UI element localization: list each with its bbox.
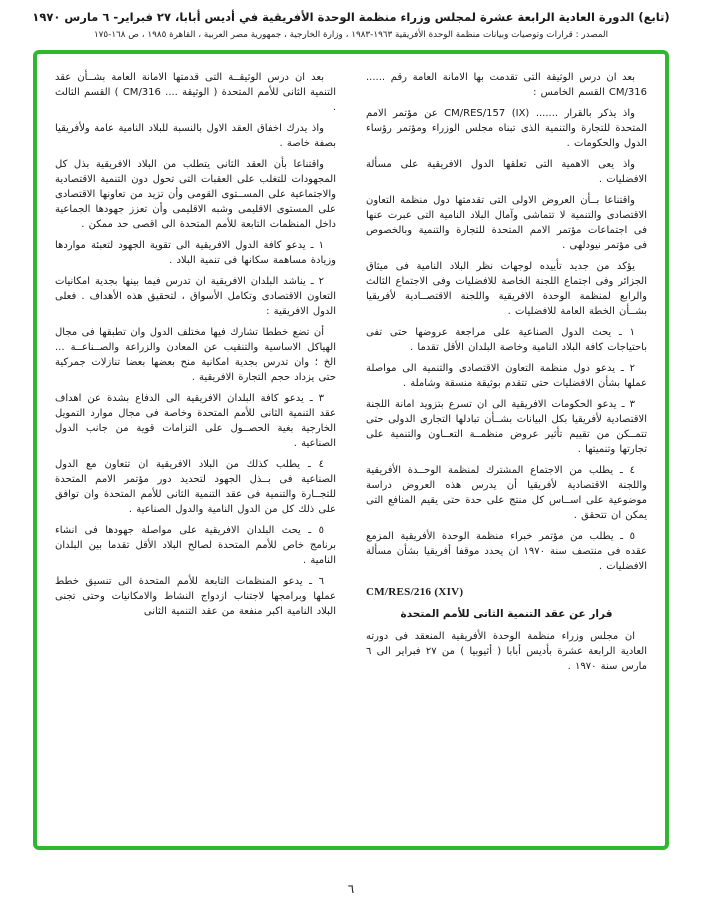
resolution-reference: CM/RES/216 (XIV) — [366, 586, 464, 599]
resolution-item: ٥ ـ يحث البلدان الافريقية على مواصلة جهودها فى انشاء برنامج خاص للأمم المتحدة لصالح البلاد الأقل تقدما بين البلدان النامية . — [55, 525, 336, 567]
resolution-item: ١ ـ يدعو كافة الدول الافريقية الى تقوية الجهود لتعبئة مواردها وزيادة مساهمة سكانها فى تنمية البلاد . — [55, 240, 336, 267]
page-footer — [0, 882, 702, 896]
resolution-item: ٣ ـ يدعو الحكومات الافريقية الى ان تسرع بتزويد امانة اللجنة الاقتصادية لأفريقيا بكل البيانات بشــأن تبادلها التجارى الدولى حتى تتمــكن من تقييم تأثير عروض منظمــة التعــاون والتنمية على تجارتها وتنميتها . — [366, 399, 647, 456]
resolution-item: ٤ ـ يطلب كذلك من البلاد الافريقية ان تتعاون مع الدول الصناعية فى بــذل الجهود لتحديد دور مؤتمر الامم المتحدة للتجــارة والتنمية فى عقد التنمية الثانى للأمم المتحدة وان توافق على ذلك كل من الدول النامية والدول الصناعية . — [55, 459, 336, 516]
paragraph: واذ يدرك اخفاق العقد الاول بالنسبة للبلاد النامية عامة ولأفريقيا بصفة خاصة . — [55, 123, 336, 150]
resolution-item: ٤ ـ يطلب من الاجتماع المشترك لمنظمة الوحــدة الأفريقية واللجنة الاقتصادية لأفريقيا أن يدرس هذه العروض دراسة موضوعية على اســاس كل منتج على حدة حتى يقيم المنافع التى يمكن ان تتحقق . — [366, 465, 647, 522]
paragraph: بعد ان درس الوثيقة التى تقدمت بها الامانة العامة رقم ...... CM/316 القسم الخامس : — [366, 72, 647, 99]
right-column — [366, 70, 647, 836]
paragraph: يؤكد من جديد تأييده لوجهات نظر البلاد النامية فى ميثاق الجزائر وفى اجتماع اللجنة الخاصة للافضليات وفى الاجتماع الثالث والرابع لمنظمة الوحدة الافريقية واللجنة الاقتصــادية لأفريقيا بشــأن الخطة العامة للافضليات . — [366, 261, 647, 318]
document-title: (تابع) الدورة العادية الرابعة عشرة لمجلس وزراء منظمة الوحدة الأفريقية في أديس أبابا، ٢٧ فبراير- ٦ مارس ١٩٧٠ — [32, 10, 670, 24]
two-column-layout — [55, 70, 647, 836]
resolution-item: ٦ ـ يدعو المنظمات التابعة للأمم المتحدة الى تنسيق خطط عملها وبرامجها لاجتناب ازدواج النشاط والامكانيات وحتى تجنى البلاد النامية اكبر منفعة من عقد التنمية الثانى — [55, 576, 336, 618]
paragraph: واقتناعا بــأن العروض الاولى التى تقدمتها دول منظمة التعاون الاقتصادى والتنمية لا تتماشى وآمال البلاد النامية التى عبرت عنها فى اجتماعات مؤتمر الامم المتحدة للتجارة والتنمية وبالخصوص فى مؤتمر نيودلهى . — [366, 195, 647, 252]
paragraph: واذ يعى الاهمية التى تعلقها الدول الافريقية على مسألة الافضليات . — [366, 159, 647, 186]
document-source: المصدر : قرارات وتوصيات وبيانات منظمة الوحدة الأفريقية ١٩٦٣-١٩٨٣ ، وزارة الخارجية ، جمهورية مصر العربية ، القاهرة ١٩٨٥ ، ص ١٦٨-١٧٥ — [93, 30, 609, 41]
paragraph: بعد ان درس الوثيقــة التى قدمتها الامانة العامة بشــأن عقد التنمية الثانى للأمم المتحدة ( الوثيقة .... CM/316 ) القسم الثالث . — [55, 72, 337, 114]
page-number: ٦ — [347, 882, 355, 896]
left-column — [55, 70, 336, 836]
resolution-item: ٢ ـ يدعو دول منظمة التعاون الاقتصادى والتنمية الى مواصلة عملها بشأن الافضليات حتى تتقدم بوثيقة منسقة وشاملة . — [366, 363, 647, 390]
document-header — [0, 9, 702, 40]
green-content-frame — [33, 50, 669, 850]
paragraph: واقتناعا بأن العقد الثانى يتطلب من البلاد الافريقية بذل كل المجهودات للتغلب على العقبات التى تحول دون التنمية الاقتصادية والاجتماعية على المســتوى القومى وأن تزيد من تعاونها الاقتصادى على المستوى الاقليمى وشبه الاقليمى وأن تعزز جهودها الجماعية داخل المنظمات التابعة للأمم المتحدة الى اقصى حد ممكن . — [55, 159, 336, 231]
paragraph: ان مجلس وزراء منظمة الوحدة الأفريقية المنعقد فى دورته العادية الرابعة عشرة بأديس أبابا ( أثيوبيا ) من ٢٧ فبراير الى ٦ مارس سنة ١٩٧٠ . — [366, 631, 648, 673]
paragraph: واذ يذكر بالقرار ....... CM/RES/157 (IX) عن مؤتمر الامم المتحدة للتجارة والتنمية الذى تبناه مجلس الوزراء ومؤتمر رؤساء الدول والحكومات . — [366, 108, 647, 150]
resolution-item: ٢ ـ يناشد البلدان الافريقية ان تدرس فيما بينها بجدية امكانيات التعاون الاقتصادى وتكامل الأسواق ، لتحقيق هذه الأهداف . فعلى الدول الافريقية : — [55, 276, 336, 318]
resolution-item: ٥ ـ يطلب من مؤتمر خبراء منظمة الوحدة الأفريقية المزمع عقده فى منتصف سنة ١٩٧٠ ان يحدد موقفا أفريقيا بشأن مسألة الافضليات . — [366, 531, 647, 573]
resolution-item: ٣ ـ يدعو كافة البلدان الافريقية الى الدفاع بشدة عن اهداف عقد التنمية الثانى للأمم المتحدة وخاصة فى مجال موارد التمويل الخارجية بغية الحصــول على التزامات قوية من جانب الدول الصناعية . — [55, 393, 336, 450]
paragraph: أن تضع خططا تشارك فيها مختلف الدول وان تطبقها فى مجال الهياكل الاساسية والتنقيب عن المعادن والزراعة والصــناعــة ... الخ ؛ وان تدرس بجدية امكانية منح بعضها بعضا تنازلات جمركية حتى يزداد حجم التجارة الافريقية . — [55, 327, 336, 384]
resolution-item: ١ ـ يحث الدول الصناعية على مراجعة عروضها حتى تفى باحتياجات كافة البلاد النامية وخاصة البلدان الأقل تقدما . — [366, 327, 647, 354]
resolution-heading: قرار عن عقد التنمية الثانى للأمم المتحدة — [400, 608, 613, 621]
